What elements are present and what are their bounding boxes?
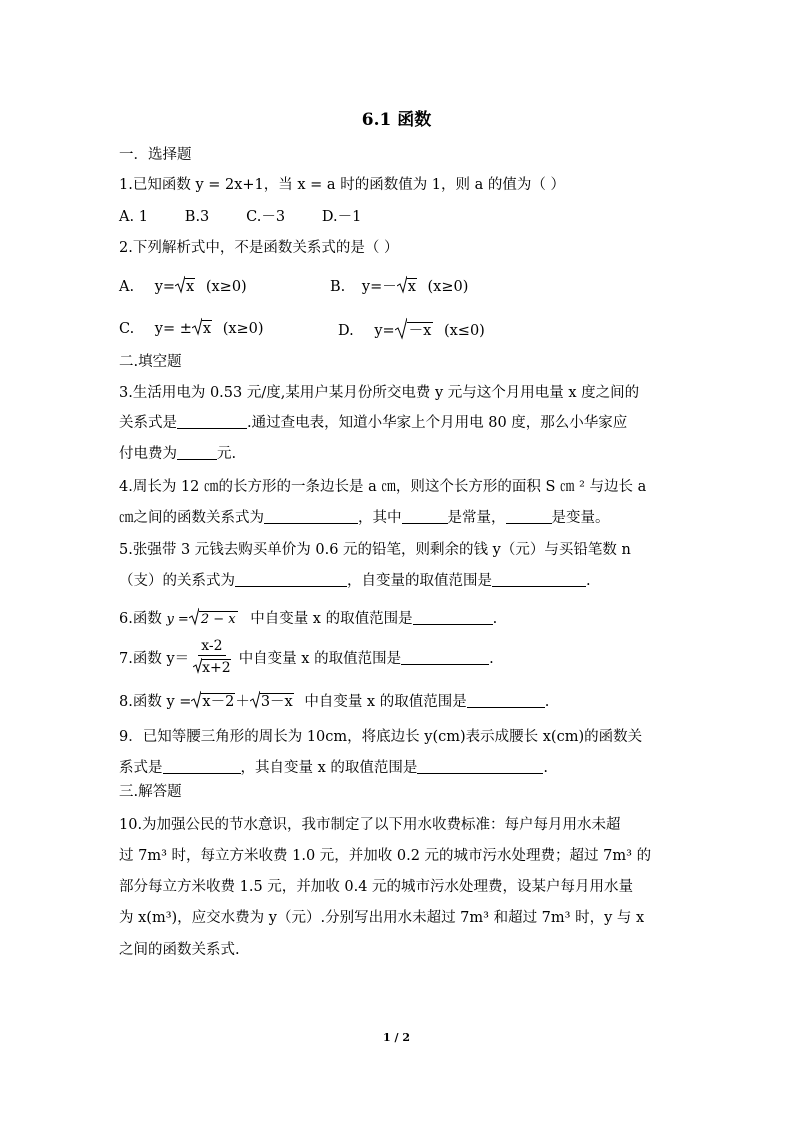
option-b-label: B. <box>330 279 346 295</box>
q5-text-c: . <box>586 573 591 589</box>
question-5-line-2 <box>119 571 591 591</box>
question-10-line-4: 为 x(m³)，应交水费为 y（元）.分别写出用水未超过 7m³ 和超过 7m³ 时，y 与 x <box>119 910 645 926</box>
sqrt-sign-icon <box>191 689 201 715</box>
sqrt-sign-icon <box>189 606 199 632</box>
question-1-stem: 1.已知函数 y = 2x+1，当 x = a 时的函数值为 1，则 a 的值为（ ） <box>119 177 565 193</box>
question-10-line-1: 10.为加强公民的节水意识，我市制定了以下用水收费标准：每户每月用水未超 <box>119 817 621 833</box>
question-3-line-3 <box>119 444 236 464</box>
q8-radicand-1: x－2 <box>202 694 235 710</box>
answer-blank[interactable] <box>413 609 493 625</box>
q4-text-a: ㎝之间的函数关系式为 <box>119 510 264 526</box>
option-c-condition: (x≥0) <box>222 321 264 337</box>
q7-text-a: 7.函数 y＝ <box>119 651 190 667</box>
sqrt-sign-icon <box>175 274 185 300</box>
answer-blank[interactable] <box>235 571 347 587</box>
fraction <box>193 638 231 680</box>
option-a-label: A. <box>119 279 135 295</box>
q3-text-c: 付电费为 <box>119 446 177 462</box>
question-1-options: A. 1 B.3 C.－3 D.－1 <box>119 209 362 225</box>
question-10-line-5: 之间的函数关系式. <box>119 942 240 958</box>
option-d-condition: (x≤0) <box>443 323 485 339</box>
q8-text-b: 中自变量 x 的取值范围是 <box>304 694 467 710</box>
q3-text-a: 关系式是 <box>119 415 177 431</box>
question-2-stem: 2.下列解析式中，不是函数关系式的是（ ） <box>119 240 399 256</box>
fraction-denominator <box>193 656 231 680</box>
fraction-numerator: x-2 <box>198 638 225 656</box>
question-6 <box>119 606 497 632</box>
page-number: 1 / 2 <box>383 1031 410 1044</box>
sqrt-sign-icon <box>193 656 202 680</box>
question-4-line-2 <box>119 508 610 528</box>
question-9-line-1: 9．已知等腰三角形的周长为 10cm，将底边长 y(cm)表示成腰长 x(cm)的函数关 <box>119 729 643 745</box>
sqrt-sign-icon <box>397 274 407 300</box>
section-heading-fill: 二.填空题 <box>119 354 182 370</box>
answer-blank[interactable] <box>177 413 247 429</box>
q4-text-b: ，其中 <box>358 510 402 526</box>
question-2-option-c <box>119 316 264 342</box>
q6-text-c: . <box>492 611 498 627</box>
option-a-condition: (x≥0) <box>205 279 247 295</box>
q8-text-c: . <box>544 694 550 710</box>
q6-text-a: 6.函数 <box>119 611 162 627</box>
q5-text-a: （支）的关系式为 <box>119 573 235 589</box>
option-c-radicand: x <box>202 321 212 337</box>
q7-text-c: . <box>489 651 494 667</box>
answer-blank[interactable] <box>402 508 448 524</box>
q3-text-b: .通过查电表，知道小华家上个月用电 80 度，那么小华家应 <box>247 415 628 431</box>
q6-function: y = <box>166 612 189 627</box>
option-b-radicand: x <box>407 279 416 295</box>
answer-blank[interactable] <box>506 508 552 524</box>
answer-blank[interactable] <box>401 649 489 665</box>
q9-text-a: 系式是 <box>119 760 163 776</box>
page-title: 6.1 函数 <box>361 110 432 130</box>
q9-text-c: . <box>543 760 549 776</box>
question-2-option-b <box>330 274 468 300</box>
option-b-condition: (x≥0) <box>427 279 469 295</box>
q6-text-b: 中自变量 x 的取值范围是 <box>250 611 413 627</box>
question-10-line-3: 部分每立方米收费 1.5 元，并加收 0.4 元的城市污水处理费，设某户每月用水量 <box>119 879 634 895</box>
q8-radicand-2: 3－x <box>260 694 293 710</box>
option-b-prefix: y=－ <box>361 279 397 295</box>
q4-text-d: 是变量。 <box>551 510 610 526</box>
question-9-line-2 <box>119 758 548 778</box>
q3-text-d: 元. <box>217 446 237 462</box>
q6-radicand: 2 − x <box>200 612 236 627</box>
answer-blank[interactable] <box>417 758 543 774</box>
question-4-line-1: 4.周长为 12 ㎝的长方形的一条边长是 a ㎝，则这个长方形的面积 S ㎝ ² 与边长 a <box>119 479 647 495</box>
q4-text-c: 是常量， <box>447 510 506 526</box>
question-7 <box>119 638 494 680</box>
option-d-label: D. <box>338 323 354 339</box>
answer-blank[interactable] <box>177 444 217 460</box>
q7-text-b: 中自变量 x 的取值范围是 <box>238 651 402 667</box>
option-c-label: C. <box>119 321 135 337</box>
sqrt-sign-icon <box>250 689 260 715</box>
option-a-radicand: x <box>186 279 195 295</box>
question-8 <box>119 689 549 715</box>
sqrt-sign-icon <box>192 316 202 342</box>
question-5-line-1: 5.张强带 3 元钱去购买单价为 0.6 元的铅笔，则剩余的钱 y（元）与买铅笔数 n <box>119 542 631 558</box>
answer-blank[interactable] <box>467 692 545 708</box>
section-heading-solve: 三.解答题 <box>119 784 182 800</box>
question-2-option-d <box>338 316 485 346</box>
question-3-line-1: 3.生活用电为 0.53 元/度,某用户某月份所交电费 y 元与这个月用电量 x 度之间的 <box>119 385 640 401</box>
q5-text-b: ，自变量的取值范围是 <box>347 573 492 589</box>
q9-text-b: ，其自变量 x 的取值范围是 <box>240 760 418 776</box>
q8-plus: ＋ <box>235 694 250 710</box>
question-2-option-a <box>119 274 247 300</box>
question-3-line-2 <box>119 413 627 433</box>
answer-blank[interactable] <box>163 758 241 774</box>
option-d-radicand: －x <box>408 323 432 339</box>
answer-blank[interactable] <box>492 571 586 587</box>
answer-blank[interactable] <box>264 508 358 524</box>
section-heading-choice: 一．选择题 <box>119 147 192 163</box>
option-c-prefix: y= ± <box>154 321 192 337</box>
denominator-radicand: x+2 <box>202 660 231 676</box>
q8-text-a: 8.函数 y = <box>119 694 192 710</box>
option-a-prefix: y= <box>154 279 176 295</box>
sqrt-sign-icon <box>395 316 407 346</box>
question-10-line-2: 过 7m³ 时，每立方米收费 1.0 元，并加收 0.2 元的城市污水处理费；超过 7m³ 的 <box>119 848 652 864</box>
option-d-prefix: y= <box>374 323 395 339</box>
